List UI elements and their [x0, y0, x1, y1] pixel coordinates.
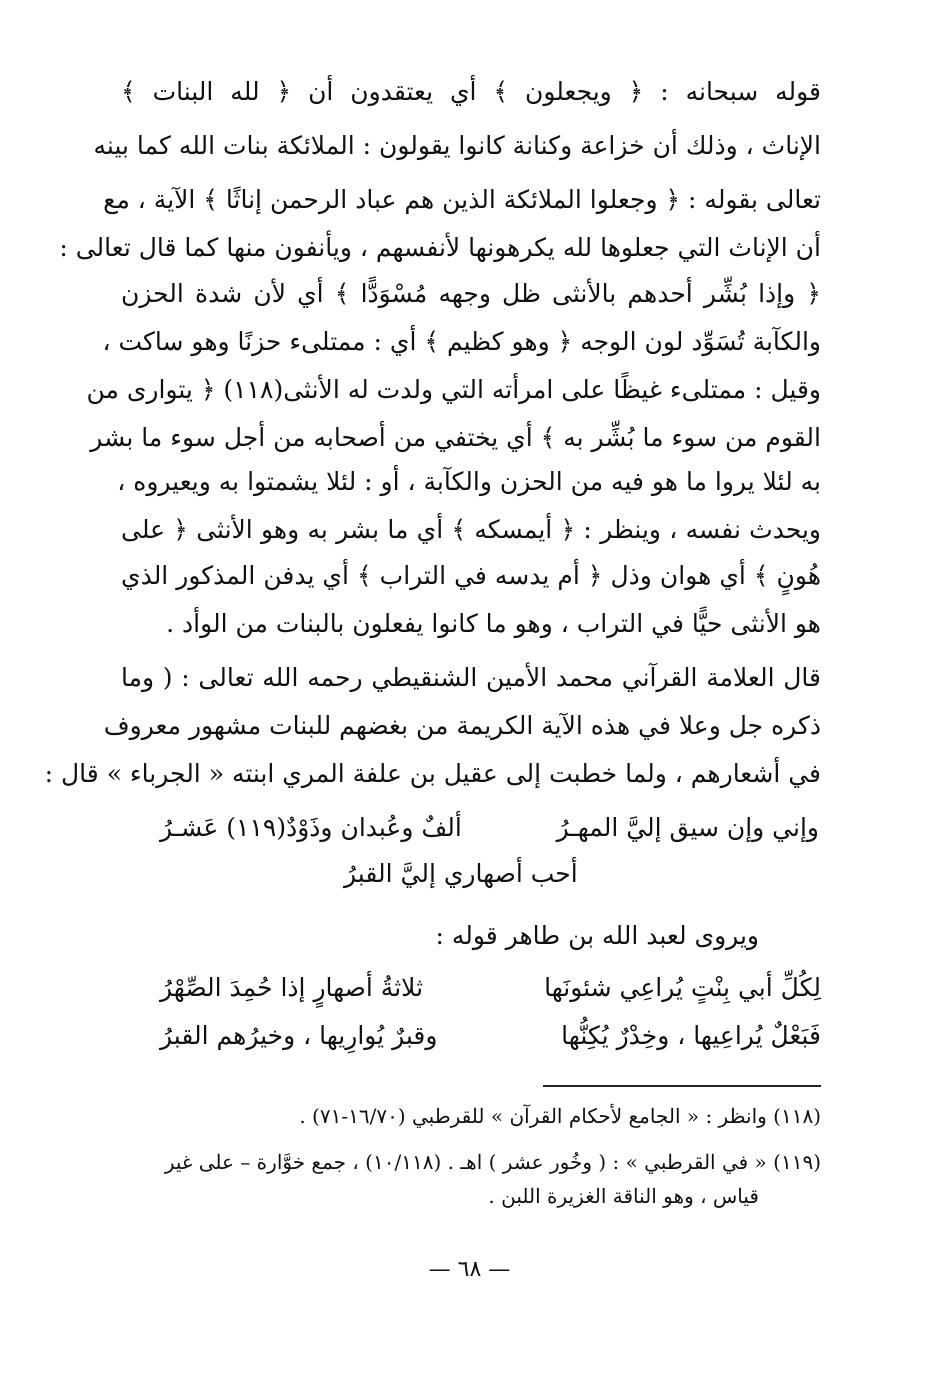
body-line: القوم من سوء ما بُشِّر به ﴾ أي يختفي من أصحابه من أجل سوء ما بشر: [90, 423, 821, 452]
footnote-118: (١١٨) وانظر : « الجامع لأحكام القرآن » للقرطبي (١٦/٧٠-٧١) .: [299, 1104, 821, 1128]
body-line: في أشعارهم ، ولما خطبت إلى عقيل بن علفة المري ابنته « الجرباء » قال :: [44, 759, 821, 788]
footnote-119-continued: قياس ، وهو الناقة الغزيرة اللبن .: [488, 1184, 759, 1208]
footnote-separator: [543, 1085, 821, 1087]
body-line: قوله سبحانه : ﴿ ويجعلون ﴾ أي يعتقدون أن ﴿ لله البنات ﴾: [121, 77, 821, 106]
poem-hemistich: أحب أصهاري إليَّ القبرُ: [344, 859, 578, 888]
poem-intro: ويروى لعبد الله بن طاهر قوله :: [435, 921, 759, 950]
body-line: ﴿ وإذا بُشِّر أحدهم بالأنثى ظل وجهه مُسْوَدًّا ﴾ أي لأن شدة الحزن: [121, 279, 821, 308]
body-line: به لئلا يروا ما هو فيه من الحزن والكآبة ، أو : لئلا يشمتوا به ويعيروه ،: [117, 467, 821, 496]
body-line: ويحدث نفسه ، وينظر : ﴿ أيمسكه ﴾ أي ما بشر به وهو الأنثى ﴿ على: [121, 515, 821, 544]
body-line: ذكره جل وعلا في هذه الآية الكريمة من بغضهم للبنات مشهور معروف: [103, 711, 821, 740]
poem-hemistich: ثلاثةُ أصهارٍ إذا حُمِدَ الصِّهْرُ: [160, 973, 424, 1002]
poem-hemistich: ألفٌ وعُبدان وذَوْدٌ(١١٩) عَشـرُ: [160, 813, 462, 842]
body-line: وقيل : ممتلىء غيظًا على امرأته التي ولدت له الأنثى(١١٨) ﴿ يتوارى من: [86, 375, 821, 404]
poem-hemistich: وقبرٌ يُوارِيها ، وخيرُهم القبرُ: [160, 1021, 438, 1050]
footnote-119: (١١٩) « في القرطبي » : ( وخُور عشر ) اهـ . (١٠/١١٨) ، جمع خوَّارة – على غير: [164, 1150, 821, 1174]
body-line: والكآبة تُسَوِّد لون الوجه ﴿ وهو كظيم ﴾ أي : ممتلىء حزنًا وهو ساكت ،: [102, 327, 821, 356]
body-line: هو الأنثى حيًّا في التراب ، وهو ما كانوا يفعلون بالبنات من الوأد .: [166, 609, 821, 638]
poem-hemistich: لِكُلِّ أبي بِنْتٍ يُراعِي شئونَها: [544, 973, 821, 1002]
page-number: — ٦٨ —: [428, 1257, 511, 1282]
poem-hemistich: فَبَعْلٌ يُراعِيها ، وخِدْرٌ يُكِنُّها: [561, 1021, 821, 1050]
body-line: هُونٍ ﴾ أي هوان وذل ﴿ أم يدسه في التراب ﴾ أي يدفن المذكور الذي: [121, 561, 821, 590]
poem-hemistich: وإني وإن سيق إليَّ المهـرُ: [556, 813, 819, 842]
body-line: الإناث ، وذلك أن خزاعة وكنانة كانوا يقولون : الملائكة بنات الله كما بينه: [93, 131, 821, 160]
body-line: تعالى بقوله : ﴿ وجعلوا الملائكة الذين هم عباد الرحمن إناثًا ﴾ الآية ، مع: [103, 185, 821, 214]
body-line: قال العلامة القرآني محمد الأمين الشنقيطي رحمه الله تعالى : ( وما: [121, 663, 821, 692]
body-line: أن الإناث التي جعلوها لله يكرهونها لأنفسهم ، ويأنفون منها كما قال تعالى :: [59, 233, 821, 262]
